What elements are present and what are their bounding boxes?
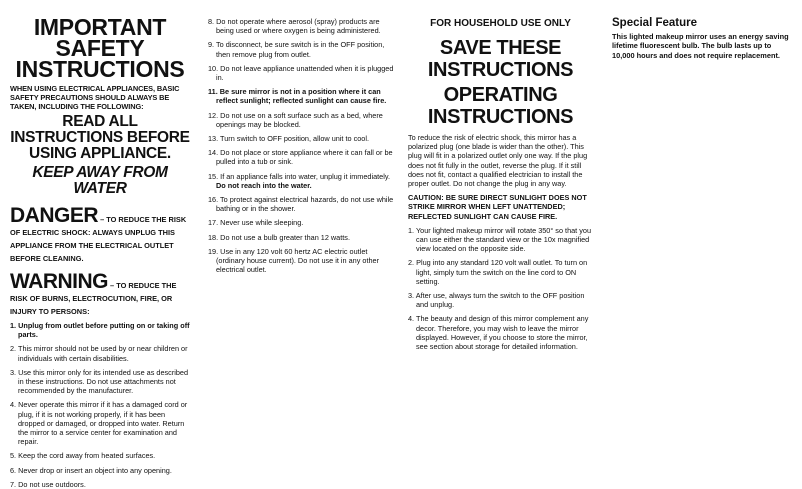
polarized-plug-paragraph: To reduce the risk of electric shock, this mirror has a polarized plug (one blade is wider than the other). This plug will fit in a polarized outlet only one way. If the plug does not fit fully in the outlet, reverse the plug. If it still does not fit, contact a qualified electrician to install the proper outlet. Do not change the plug in any way.	[408, 133, 588, 189]
safety-item-4: 4. Never operate this mirror if it has a damaged cord or plug, if it is not working properly, if it has been dropped or damaged, or dropped into water. Return the mirror to a service center for examination and repair.	[10, 400, 188, 447]
safety-item-19: 19. Use in any 120 volt 60 hertz AC electric outlet (ordinary house current). Do not use it in any other electrical outlet.	[208, 246, 380, 275]
safety-item-1: 1. Unplug from outlet before putting on or taking off parts.	[10, 321, 190, 340]
safety-item-15	[208, 172, 398, 190]
safety-item-13: 13. Turn switch to OFF position, allow unit to cool.	[208, 134, 370, 144]
column-safety	[10, 0, 190, 489]
danger-text: – TO REDUCE THE RISK OF ELECTRIC SHOCK: ALWAYS UNPLUG THIS APPLIANCE FROM THE ELECTRICAL OUTLET BEFORE CLEANING.	[10, 215, 187, 263]
safety-intro: WHEN USING ELECTRICAL APPLIANCES, BASIC SAFETY PRECAUTIONS SHOULD ALWAYS BE TAKEN, INCLUDING THE FOLLOWING:	[10, 84, 180, 111]
safety-item-7: 7. Do not use outdoors.	[10, 479, 86, 489]
keep-away-heading: KEEP AWAY FROM WATER	[32, 164, 168, 197]
operating-item-2: 2. Plug into any standard 120 volt wall outlet. To turn on light, simply turn the switch on the line cord to ON setting.	[408, 258, 588, 286]
operating-item-3: 3. After use, always turn the switch to the OFF position and unplug.	[408, 291, 585, 310]
column-operating	[408, 0, 593, 351]
safety-item-6: 6. Never drop or insert an object into any opening.	[10, 465, 172, 475]
special-feature-title: Special Feature	[612, 17, 698, 29]
danger-heading: DANGER	[10, 204, 99, 227]
safety-item-15-text: 15. If an appliance falls into water, unplug it immediately.	[208, 171, 390, 181]
special-feature-text: This lighted makeup mirror uses an energy saving lifetime fluorescent bulb. The bulb lasts up to 10,000 hours and does not require replacement.	[612, 32, 789, 60]
safety-item-5: 5. Keep the cord away from heated surfaces.	[10, 451, 156, 461]
safety-item-17: 17. Never use while sleeping.	[208, 218, 304, 228]
operating-instructions-heading: OPERATING INSTRUCTIONS	[427, 84, 574, 128]
safety-item-16: 16. To protect against electrical hazards, do not use while bathing or in the shower.	[208, 195, 394, 214]
operating-item-1: 1. Your lighted makeup mirror will rotate 350° so that you can use either the standard view or the 10x magnified view located on the opposite side.	[408, 225, 592, 254]
safety-item-12: 12. Do not use on a soft surface such as a bed, where openings may be blocked.	[208, 110, 383, 129]
warning-block	[10, 270, 190, 316]
safety-item-11: 11. Be sure mirror is not in a position where it can reflect sunlight; reflected sunlight can cause fire.	[208, 87, 387, 106]
household-use-label: FOR HOUSEHOLD USE ONLY	[430, 18, 571, 29]
safety-item-2: 2. This mirror should not be used by or near children or individuals with certain disabilities.	[10, 344, 188, 363]
read-all-heading: READ ALL INSTRUCTIONS BEFORE USING APPLIANCE.	[10, 113, 190, 162]
danger-block	[10, 204, 190, 263]
column-safety-continued	[208, 12, 398, 274]
column-special-feature	[612, 0, 794, 60]
safety-item-3: 3. Use this mirror only for its intended use as described in these instructions. Do not use attachments not recommended by the manufacturer.	[10, 367, 189, 396]
operating-item-4: 4. The beauty and design of this mirror complement any decor. Therefore, you may wish to leave the mirror displayed. However, if you choose to store the mirror, see section about storage for detailed information.	[408, 314, 589, 352]
safety-item-14: 14. Do not place or store appliance where it can fall or be pulled into a tub or sink.	[208, 148, 393, 167]
sunlight-caution: CAUTION: BE SURE DIRECT SUNLIGHT DOES NOT STRIKE MIRROR WHEN LEFT UNATTENDED; REFLECTED SUNLIGHT CAN CAUSE FIRE.	[408, 193, 587, 221]
warning-text: – TO REDUCE THE RISK OF BURNS, ELECTROCUTION, FIRE, OR INJURY TO PERSONS:	[10, 281, 177, 316]
safety-item-10: 10. Do not leave appliance unattended when it is plugged in.	[208, 63, 394, 83]
save-instructions-heading: SAVE THESE INSTRUCTIONS	[427, 37, 574, 81]
safety-item-8: 8. Do not operate where aerosol (spray) products are being used or where oxygen is being administered.	[208, 17, 381, 36]
warning-heading: WARNING	[10, 270, 108, 293]
safety-item-18: 18. Do not use a bulb greater than 12 watts.	[208, 232, 350, 242]
safety-title: IMPORTANT SAFETY INSTRUCTIONS	[15, 14, 185, 82]
safety-item-9: 9. To disconnect, be sure switch is in the OFF position, then remove plug from outlet.	[208, 40, 385, 59]
safety-item-15-bold: Do not reach into the water.	[216, 180, 312, 190]
